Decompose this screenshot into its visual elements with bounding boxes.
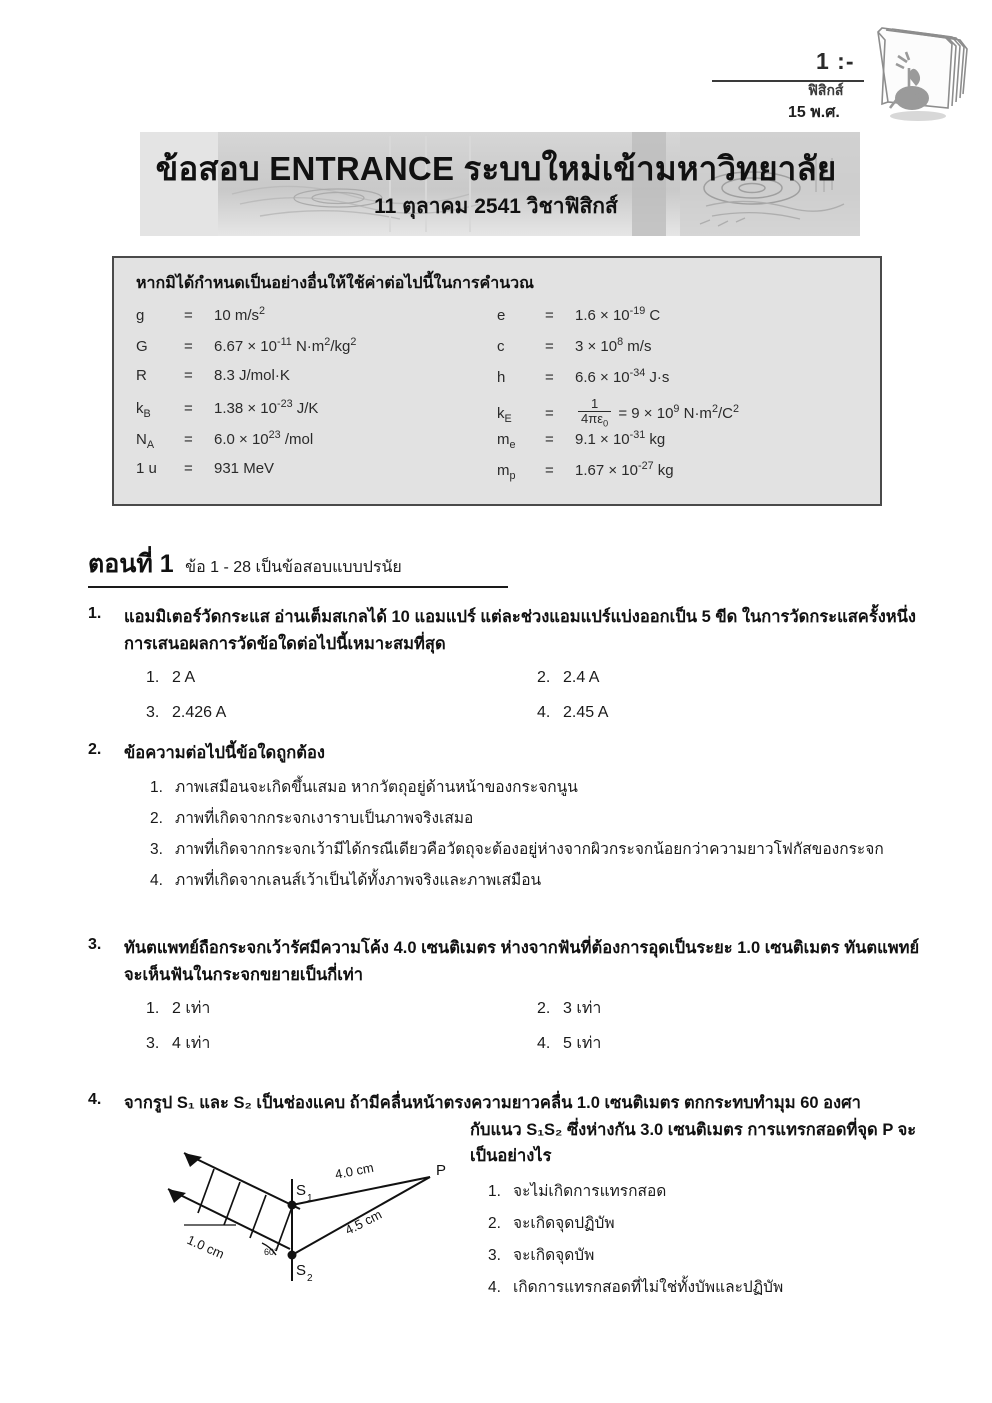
constant-symbol: $N_A$ xyxy=(136,431,155,451)
constant-row xyxy=(497,429,858,460)
option-item[interactable] xyxy=(488,1244,928,1276)
constant-value: $6.67 \times 10^{-11}$ $N\cdot m^2/kg^2$ xyxy=(214,336,357,355)
constant-value: $6.6 \times 10^{-34}$ J·s xyxy=(575,367,670,386)
constant-equals: = xyxy=(545,462,554,479)
option-label: 3 เท่า xyxy=(563,1000,602,1018)
constant-value: $1.67 \times 10^{-27}$ kg xyxy=(575,460,674,479)
question-text-lead: จากรูป S₁ และ S₂ เป็นช่องแคบ ถ้ามีคลื่นหน้าตรงความยาวคลื่น 1.0 เซนติเมตร ตกกระทบทำมุม 60 องศา xyxy=(124,1094,861,1112)
options-list xyxy=(470,1180,928,1307)
option-label: ภาพที่เกิดจากเลนส์เว้าเป็นได้ทั้งภาพจริงและภาพเสมือน xyxy=(175,871,542,889)
constant-row xyxy=(497,367,858,398)
constant-symbol: e xyxy=(497,307,506,324)
option-item[interactable] xyxy=(150,868,928,899)
question-number: 4. xyxy=(88,1091,102,1108)
option-number: 2. xyxy=(488,1214,501,1232)
question-text: แอมมิเตอร์วัดกระแส อ่านเต็มสเกลได้ 10 แอมแปร์ แต่ละช่วงแอมแปร์แบ่งออกเป็น 5 ขีด ในการวัดกระแสครั้งหนึ่ง การเสนอผลการวัดข้อใดต่อไปนี้เหมาะสมที่สุด xyxy=(124,608,916,653)
options-list xyxy=(88,666,928,736)
option-label: 2.426 A xyxy=(172,704,227,722)
option-item[interactable] xyxy=(488,1276,928,1308)
option-label: 5 เท่า xyxy=(563,1035,602,1053)
option-item[interactable] xyxy=(146,1032,537,1067)
constant-value: 10 $m/s^2$ xyxy=(214,305,266,324)
constant-symbol: $k_B$ xyxy=(136,400,151,420)
fraction-numerator: 1 xyxy=(590,396,599,411)
constant-equals: = xyxy=(184,400,193,417)
constant-equals: = xyxy=(184,460,193,477)
svg-text:P: P xyxy=(436,1161,447,1179)
option-label: ภาพที่เกิดจากกระจกเว้ามีได้กรณีเดียวคือวัตถุจะต้องอยู่ห่างจากผิวกระจกน้อยกว่าความยาวโฟกัสของกระจก xyxy=(175,840,884,858)
constant-symbol: $k_E$ xyxy=(497,404,512,425)
constant-equals: = xyxy=(545,431,554,448)
constant-row xyxy=(136,429,497,460)
options-list xyxy=(88,997,928,1067)
constant-value: 8.3 J/mol·K xyxy=(214,367,290,384)
section-description: ข้อ 1 - 28 เป็นข้อสอบแบบปรนัย xyxy=(185,559,402,576)
constant-equals: = xyxy=(184,431,193,448)
question-text-wrap: กับแนว S₁S₂ ซึ่งห่างกัน 3.0 เซนติเมตร การแทรกสอดที่จุด P จะเป็นอย่างไร xyxy=(470,1120,917,1166)
constant-symbol: g xyxy=(136,307,145,324)
option-item[interactable] xyxy=(146,701,537,736)
fraction-denominator: $4\pi\varepsilon_0$ xyxy=(578,411,611,429)
option-number: 4. xyxy=(537,704,551,722)
option-item[interactable] xyxy=(537,666,928,701)
option-label: เกิดการแทรกสอดที่ไม่ใช่ทั้งบัพและปฏิบัพ xyxy=(513,1278,784,1296)
page-number: 1 :- xyxy=(816,48,855,74)
title-banner xyxy=(0,132,992,240)
option-number: 4. xyxy=(488,1278,501,1296)
constant-value: $3 \times 10^8$ m/s xyxy=(575,336,652,355)
constant-row xyxy=(136,367,497,398)
option-number: 4. xyxy=(537,1035,551,1053)
constant-equals: = xyxy=(545,404,554,422)
constant-row xyxy=(136,398,497,429)
constant-equals: = xyxy=(545,369,554,386)
svg-text:2: 2 xyxy=(307,1272,313,1284)
section-label: ตอนที่ 1 xyxy=(88,550,174,578)
constant-symbol: $m_p$ xyxy=(497,462,516,482)
option-label: จะเกิดจุดปฏิบัพ xyxy=(513,1214,615,1232)
question-number: 1. xyxy=(88,605,102,622)
constant-value: 931 MeV xyxy=(214,460,275,477)
constant-row xyxy=(136,336,497,367)
constant-equals: = xyxy=(545,307,554,324)
option-number: 3. xyxy=(488,1246,501,1264)
option-item[interactable] xyxy=(537,997,928,1032)
svg-text:1: 1 xyxy=(307,1192,313,1204)
option-number: 1. xyxy=(146,669,160,687)
constant-symbol: $m_e$ xyxy=(497,431,516,451)
stack-of-papers-icon xyxy=(852,20,974,126)
question-text: ทันตแพทย์ถือกระจกเว้ารัศมีความโค้ง 4.0 เซนติเมตร ห่างจากฟันที่ต้องการอุดเป็นระยะ 1.0 เซนติเมตร ทันตแพทย์จะเห็นฟันในกระจกขยายเป็นกี่เท่า xyxy=(124,939,920,984)
option-item[interactable] xyxy=(150,775,928,806)
option-label: จะไม่เกิดการแทรกสอด xyxy=(513,1183,667,1201)
question-number: 2. xyxy=(88,741,102,758)
constant-equals: = xyxy=(184,307,193,324)
option-label: 4 เท่า xyxy=(172,1035,211,1053)
section-header xyxy=(88,544,508,588)
constant-row xyxy=(497,460,858,491)
option-number: 3. xyxy=(150,840,163,858)
constant-row xyxy=(136,460,497,491)
option-item[interactable] xyxy=(146,997,537,1032)
constant-row xyxy=(497,398,858,429)
constants-heading: หากมิได้กำหนดเป็นอย่างอื่นให้ใช้ค่าต่อไปนี้ในการคำนวณ xyxy=(136,275,534,292)
option-number: 2. xyxy=(537,1000,551,1018)
question-4 xyxy=(88,1090,928,1318)
constant-row xyxy=(497,336,858,367)
constant-symbol: 1 u xyxy=(136,460,157,477)
header-note: 15 พ.ศ. xyxy=(788,104,840,121)
options-list xyxy=(88,775,928,899)
option-number: 4. xyxy=(150,871,163,889)
constants-box xyxy=(112,256,882,506)
svg-text:60°: 60° xyxy=(264,1246,278,1257)
double-slit-interference-diagram xyxy=(140,1133,470,1318)
option-item[interactable] xyxy=(537,701,928,736)
option-number: 1. xyxy=(146,1000,160,1018)
header-subject: ฟิสิกส์ xyxy=(808,82,844,98)
constant-value: $9.1 \times 10^{-31}$ kg xyxy=(575,429,666,448)
option-item[interactable] xyxy=(488,1180,928,1212)
option-label: 2 A xyxy=(172,669,196,687)
constant-equals: = xyxy=(184,338,193,355)
question-2 xyxy=(88,740,928,899)
page-subtitle: 11 ตุลาคม 2541 วิชาฟิสิกส์ xyxy=(374,195,618,218)
svg-text:1.0 cm: 1.0 cm xyxy=(184,1231,227,1262)
question-1 xyxy=(88,604,928,736)
question-number: 3. xyxy=(88,936,102,953)
option-label: ภาพที่เกิดจากกระจกเงาราบเป็นภาพจริงเสมอ xyxy=(175,809,474,827)
option-label: ภาพเสมือนจะเกิดขึ้นเสมอ หากวัตถุอยู่ด้านหน้าของกระจกนูน xyxy=(175,778,578,796)
constant-value: $\frac{1}{4\pi\varepsilon_0}$ = $9 \times 10^9$ $N\cdot m^2/C^2$ xyxy=(575,398,858,430)
constant-value: $1.6 \times 10^{-19}$ C xyxy=(575,305,661,324)
constants-column-left xyxy=(136,305,497,491)
question-text: ข้อความต่อไปนี้ข้อใดถูกต้อง xyxy=(124,744,325,762)
constant-row xyxy=(497,305,858,336)
option-item[interactable] xyxy=(150,806,928,837)
constant-symbol: R xyxy=(136,367,147,384)
constant-symbol: c xyxy=(497,338,505,355)
page-title: ข้อสอบ ENTRANCE ระบบใหม่เข้ามหาวิทยาลัย xyxy=(155,150,837,187)
option-number: 2. xyxy=(537,669,551,687)
svg-text:4.5 cm: 4.5 cm xyxy=(342,1206,385,1238)
option-label: จะเกิดจุดบัพ xyxy=(513,1246,595,1264)
option-label: 2.45 A xyxy=(563,704,609,722)
option-number: 1. xyxy=(488,1183,501,1201)
svg-text:4.0 cm: 4.0 cm xyxy=(333,1159,375,1182)
question-3 xyxy=(88,935,928,1067)
option-number: 3. xyxy=(146,1035,160,1053)
option-item[interactable] xyxy=(537,1032,928,1067)
constant-equals: = xyxy=(545,338,554,355)
constants-column-right xyxy=(497,305,858,491)
option-label: 2 เท่า xyxy=(172,1000,211,1018)
option-number: 2. xyxy=(150,809,163,827)
svg-text:S: S xyxy=(296,1261,307,1279)
svg-text:S: S xyxy=(296,1181,307,1199)
option-number: 1. xyxy=(150,778,163,796)
constant-symbol: G xyxy=(136,338,148,355)
option-number: 3. xyxy=(146,704,160,722)
ke-fraction xyxy=(578,397,611,429)
constant-equals: = xyxy=(184,367,193,384)
page-header xyxy=(704,18,974,128)
constant-value: $1.38 \times 10^{-23}$ J/K xyxy=(214,398,319,417)
option-item[interactable] xyxy=(488,1212,928,1244)
option-item[interactable] xyxy=(150,837,928,868)
constant-symbol: h xyxy=(497,369,506,386)
option-item[interactable] xyxy=(146,666,537,701)
constant-row xyxy=(136,305,497,336)
constant-value: $6.0 \times 10^{23}$ /mol xyxy=(214,429,314,448)
option-label: 2.4 A xyxy=(563,669,600,687)
